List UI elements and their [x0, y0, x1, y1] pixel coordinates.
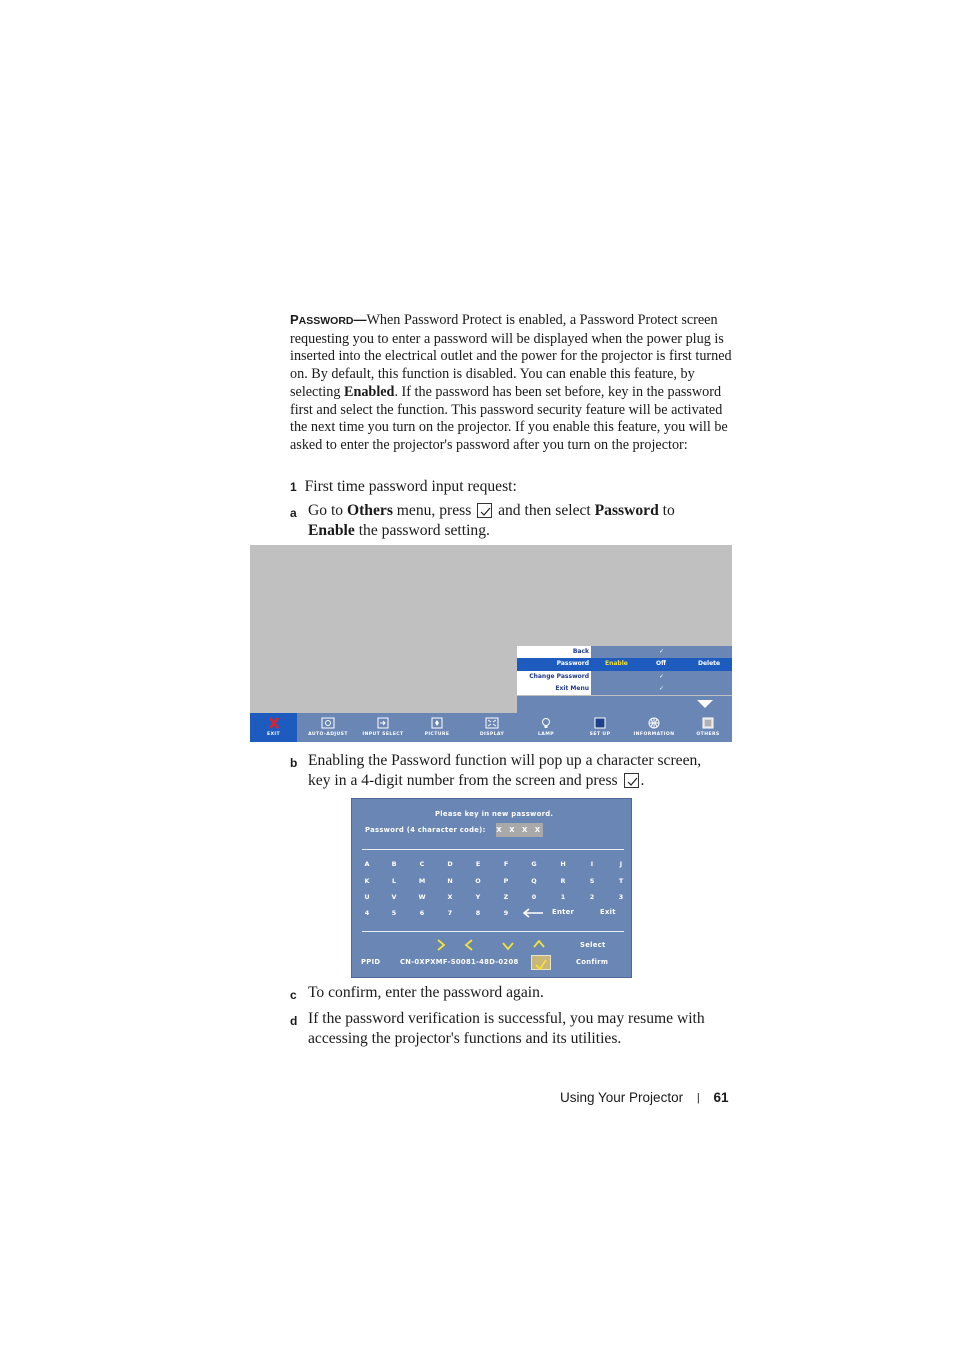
step-b-marker: b: [290, 756, 298, 770]
password-field[interactable]: X X X X: [496, 823, 543, 837]
tab-information[interactable]: INFORMATION: [627, 713, 681, 742]
key-0[interactable]: 0: [531, 893, 537, 901]
key-y[interactable]: Y: [475, 893, 481, 901]
key-4[interactable]: 4: [364, 909, 370, 917]
confirm-hint: Confirm: [576, 958, 609, 966]
step-1: 1 First time password input request:: [290, 478, 517, 495]
lamp-icon: [539, 717, 553, 729]
picture-icon: [430, 717, 444, 729]
option-delete[interactable]: Delete: [698, 660, 721, 668]
key-p[interactable]: P: [503, 877, 509, 885]
arrow-left-icon: [464, 939, 474, 951]
key-q[interactable]: Q: [531, 877, 537, 885]
step-number: 1: [290, 480, 297, 494]
key-k[interactable]: K: [364, 877, 370, 885]
key-r[interactable]: R: [560, 877, 566, 885]
tab-set-up[interactable]: SET UP: [573, 713, 627, 742]
osd-tab-bar: [250, 713, 732, 742]
tab-picture[interactable]: PICTURE: [410, 713, 464, 742]
arrow-right-icon: [436, 939, 446, 951]
key-v[interactable]: V: [391, 893, 397, 901]
key-o[interactable]: O: [475, 877, 481, 885]
step-c-marker: c: [290, 988, 297, 1002]
check-icon: ✓: [659, 684, 665, 692]
key-z[interactable]: Z: [503, 893, 509, 901]
key-e[interactable]: E: [475, 860, 481, 868]
key-l[interactable]: L: [391, 877, 397, 885]
key-t[interactable]: T: [618, 877, 624, 885]
key-5[interactable]: 5: [391, 909, 397, 917]
option-enable[interactable]: Enable: [605, 660, 628, 668]
setup-icon: [593, 717, 607, 729]
key-6[interactable]: 6: [419, 909, 425, 917]
step-c: To confirm, enter the password again.: [308, 984, 544, 1001]
key-w[interactable]: W: [418, 893, 426, 901]
step-b: Enabling the Password function will pop up a character screen, key in a 4-digit number from the screen and press .: [308, 752, 702, 789]
divider: [362, 931, 624, 932]
tab-lamp[interactable]: LAMP: [519, 713, 573, 742]
step-d: If the password verification is successful, you may resume with accessing the projector's functions and its utilities.: [308, 1010, 705, 1047]
arrow-down-icon: [502, 941, 514, 951]
key-2[interactable]: 2: [589, 893, 595, 901]
menu-button-icon: [624, 773, 639, 788]
key-3[interactable]: 3: [618, 893, 624, 901]
key-exit[interactable]: Exit: [600, 908, 616, 916]
key-9[interactable]: 9: [503, 909, 509, 917]
osd-screenshot: [250, 545, 732, 742]
key-i[interactable]: I: [590, 860, 594, 868]
password-dialog: [351, 798, 632, 978]
option-off[interactable]: Off: [656, 660, 666, 668]
divider: [362, 849, 624, 850]
step-a-marker: a: [290, 506, 297, 520]
menu-row-exit-menu[interactable]: Exit Menu ✓: [517, 683, 732, 695]
tab-auto-adjust[interactable]: AUTO-ADJUST: [301, 713, 355, 742]
close-icon: [267, 717, 281, 729]
key-s[interactable]: S: [589, 877, 595, 885]
key-b[interactable]: B: [391, 860, 397, 868]
password-paragraph: PASSWORD—When Password Protect is enabled, a Password Protect screen requesting you to enter a password will be displayed when the power plug is inserted into the electrical outlet and the power for the projector is first turned on. By default, this function is disabled. You can enable this feature, by selecting Enabled. If the password has been set before, key in the password first and select the function. This password security feature will be activated the next time you turn on the projector. If you enable this feature, you will be asked to enter the projector's password after you turn on the projector:: [290, 312, 732, 453]
key-n[interactable]: N: [447, 877, 453, 885]
page-number: 61: [713, 1090, 729, 1105]
footer-title: Using Your Projector: [560, 1090, 684, 1105]
tab-others[interactable]: OTHERS: [681, 713, 735, 742]
menu-row-password[interactable]: Password Enable Off Delete: [517, 658, 732, 670]
key-enter[interactable]: Enter: [552, 908, 575, 916]
menu-row-back[interactable]: Back ✓: [517, 646, 732, 658]
tab-display[interactable]: DISPLAY: [465, 713, 519, 742]
scroll-down-icon[interactable]: [697, 700, 713, 708]
key-x[interactable]: X: [447, 893, 453, 901]
key-7[interactable]: 7: [447, 909, 453, 917]
others-icon: [701, 717, 715, 729]
step-a: Go to Others menu, press and then select Password to Enable the password setting.: [308, 502, 675, 539]
footer: [560, 1090, 740, 1105]
confirm-check-button[interactable]: [531, 955, 551, 970]
footer-separator: |: [696, 1092, 700, 1104]
arrow-up-icon: [533, 939, 545, 949]
auto-adjust-icon: [321, 717, 335, 729]
check-icon: ✓: [659, 648, 665, 655]
key-f[interactable]: F: [503, 860, 509, 868]
key-h[interactable]: H: [560, 860, 566, 868]
others-submenu: [517, 646, 732, 695]
tab-input-select[interactable]: INPUT SELECT: [356, 713, 410, 742]
key-1[interactable]: 1: [560, 893, 566, 901]
step-d-marker: d: [290, 1014, 298, 1028]
key-j[interactable]: J: [619, 860, 623, 868]
select-hint: Select: [580, 941, 606, 949]
backspace-arrow-icon[interactable]: [522, 908, 544, 918]
input-select-icon: [376, 717, 390, 729]
password-field-label: Password (4 character code):: [365, 826, 486, 834]
key-a[interactable]: A: [364, 860, 370, 868]
ppid-value: CN-0XPXMF-S0081-48D-0208: [400, 958, 519, 966]
key-m[interactable]: M: [418, 877, 426, 885]
key-d[interactable]: D: [447, 860, 453, 868]
dialog-title: Please key in new password.: [435, 810, 554, 818]
menu-row-change-password[interactable]: Change Password ✓: [517, 671, 732, 683]
tab-exit[interactable]: EXIT: [250, 713, 297, 742]
ppid-label: PPID: [361, 958, 381, 966]
key-8[interactable]: 8: [475, 909, 481, 917]
menu-button-icon: [477, 503, 492, 518]
key-c[interactable]: C: [419, 860, 425, 868]
section-heading: PASSWORD—: [290, 312, 367, 327]
key-u[interactable]: U: [364, 893, 370, 901]
globe-icon: [647, 717, 661, 729]
check-icon: [532, 958, 550, 971]
display-icon: [485, 717, 499, 729]
check-icon: ✓: [659, 672, 665, 680]
key-g[interactable]: G: [531, 860, 537, 868]
